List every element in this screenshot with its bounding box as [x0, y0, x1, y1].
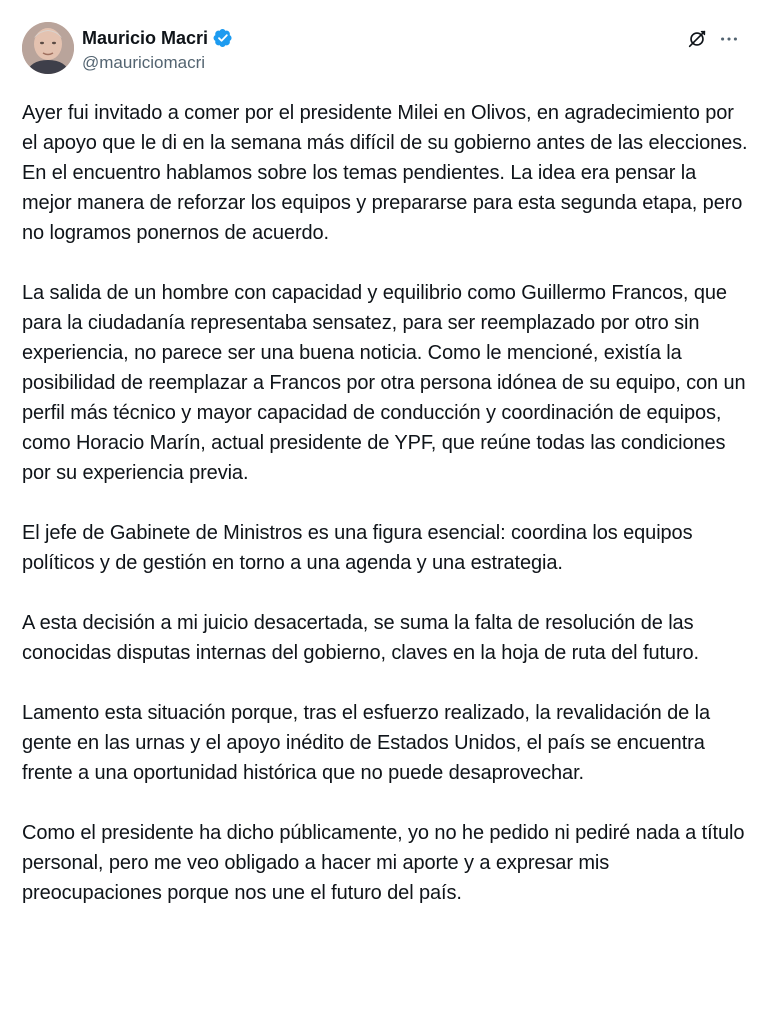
- avatar[interactable]: [22, 22, 74, 74]
- header-actions: [686, 28, 740, 50]
- display-name-row: [82, 26, 233, 50]
- author-names: [82, 26, 233, 73]
- more-options-icon[interactable]: [718, 28, 740, 50]
- tweet-paragraph: El jefe de Gabinete de Ministros es una figura esencial: coordina los equipos políticos y de gestión en torno a una agenda y una estrategia.: [22, 522, 693, 574]
- display-name[interactable]: Mauricio Macri: [82, 27, 209, 48]
- tweet-paragraph: La salida de un hombre con capacidad y equilibrio como Guillermo Francos, que para la ciudadanía representaba sensatez, para ser reemplazado por otro sin experiencia, no parece ser una buena noticia. Como le mencioné, existía la posibilidad de reemplazar a Francos por otra persona idónea de su equipo, con un perfil más técnico y mayor capacidad de conducción y coordinación de equipos, como Horacio Marín, actual presidente de YPF, que reúne todas las condiciones por su experiencia previa.: [22, 282, 746, 484]
- tweet-paragraph: Lamento esta situación porque, tras el esfuerzo realizado, la revalidación de la gente en las urnas y el apoyo inédito de Estados Unidos, el país se encuentra frente a una oportunidad histórica que no puede desaprovechar.: [22, 702, 710, 784]
- author-handle[interactable]: @mauriciomacri: [82, 53, 206, 72]
- tweet-text: [22, 98, 750, 938]
- tweet-paragraph: A esta decisión a mi juicio desacertada, se suma la falta de resolución de las conocidas disputas internas del gobierno, claves en la hoja de ruta del futuro.: [22, 612, 699, 664]
- grok-icon[interactable]: [686, 28, 708, 50]
- tweet-header: [22, 22, 746, 78]
- verified-badge-icon: [213, 28, 233, 48]
- tweet-paragraph: Ayer fui invitado a comer por el presidente Milei en Olivos, en agradecimiento por el apoyo que le di en la semana más difícil de su gobierno antes de las elecciones. En el encuentro hablamos sobre los temas pendientes. La idea era pensar la mejor manera de reforzar los equipos y prepararse para esta segunda etapa, pero no logramos ponernos de acuerdo.: [22, 102, 748, 244]
- tweet-paragraph: Como el presidente ha dicho públicamente, yo no he pedido ni pediré nada a título personal, pero me veo obligado a hacer mi aporte y a expresar mis preocupaciones porque nos une el futuro del país.: [22, 822, 745, 904]
